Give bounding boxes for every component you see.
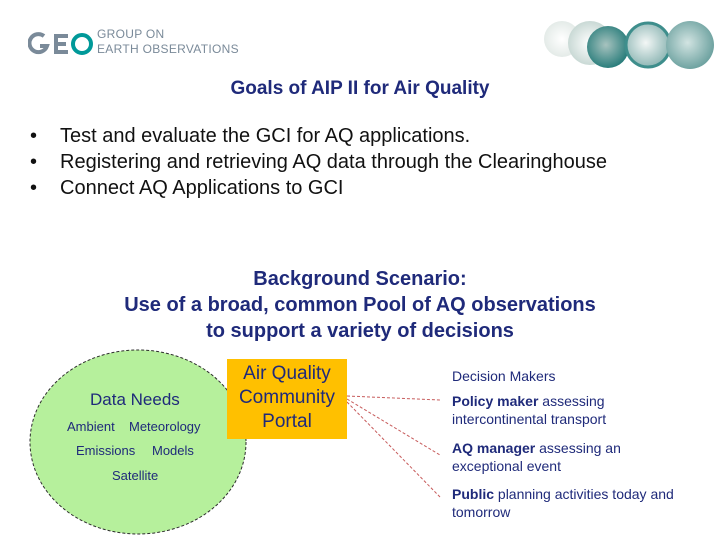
satellite-label: Satellite: [112, 468, 159, 483]
connector-policy: [347, 396, 440, 400]
scenario-line3: to support a variety of decisions: [206, 320, 514, 342]
aq-community-portal: [227, 359, 347, 439]
public-desc: planning activities today and tomorrow: [452, 486, 674, 520]
slide-title: Goals of AIP II for Air Quality: [230, 78, 490, 99]
meteorology-label: Meteorology: [129, 419, 201, 434]
public-item: [452, 485, 714, 521]
connector-aq: [347, 399, 440, 455]
decision-makers-heading: Decision Makers: [452, 368, 556, 384]
bullet-icon: •: [30, 151, 38, 173]
bullet-text: Test and evaluate the GCI for AQ applications.: [60, 125, 471, 147]
portal-line1: Air Quality: [243, 363, 331, 384]
bullet-icon: •: [30, 177, 38, 199]
aq-manager-desc: assessing an exceptional event: [452, 440, 621, 474]
policy-maker-item: [452, 392, 682, 428]
data-needs-title: Data Needs: [90, 390, 180, 409]
portal-line3: Portal: [262, 411, 312, 432]
logo-line1: GROUP ON: [97, 27, 165, 41]
ambient-label: Ambient: [67, 419, 115, 434]
policy-maker-desc: assessing intercontinental transport: [452, 393, 607, 427]
portal-line2: Community: [238, 387, 336, 408]
bullet-text: Registering and retrieving AQ data through the Clearinghouse: [60, 151, 608, 173]
scenario-line1: Background Scenario:: [253, 268, 467, 290]
data-needs-ellipse: [30, 350, 246, 534]
bullet-icon: •: [30, 125, 38, 147]
aq-manager-label: AQ manager: [452, 440, 536, 456]
logo-line2: EARTH OBSERVATIONS: [97, 42, 239, 56]
models-label: Models: [152, 443, 194, 458]
public-label: Public: [452, 486, 495, 502]
bullet-text: Connect AQ Applications to GCI: [60, 177, 344, 199]
emissions-label: Emissions: [76, 443, 136, 458]
scenario-line2: Use of a broad, common Pool of AQ observations: [124, 294, 596, 316]
aq-manager-item: [452, 439, 672, 475]
connector-public: [347, 402, 440, 497]
policy-maker-label: Policy maker: [452, 393, 539, 409]
